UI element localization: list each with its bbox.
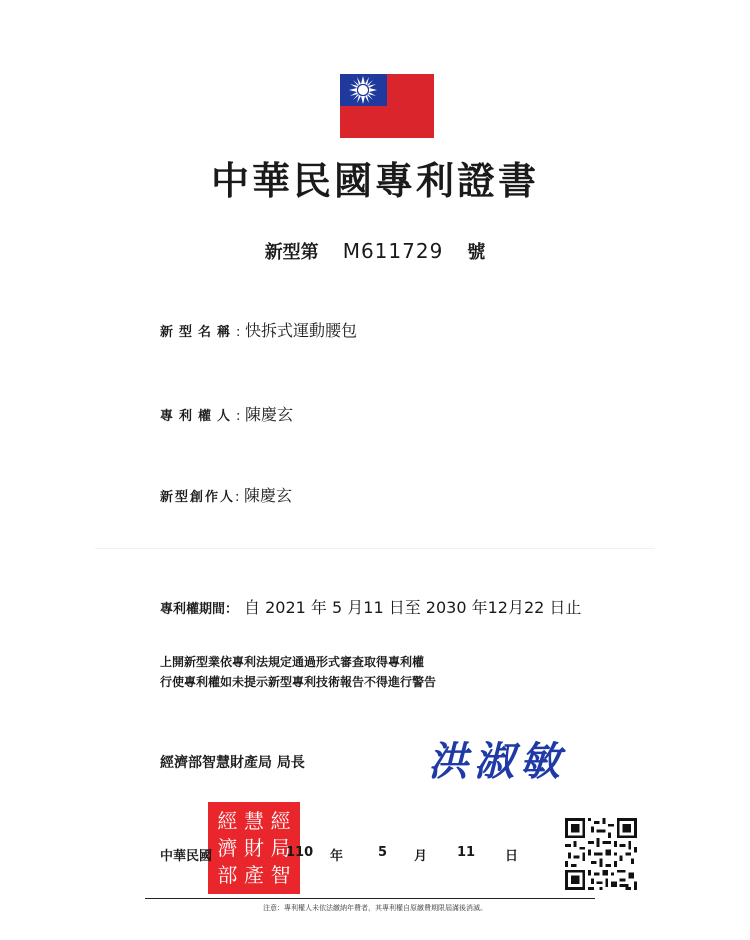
seal-char: 財 [243, 835, 264, 860]
divider [95, 548, 655, 549]
page-title: 中華民國專利證書 [210, 158, 539, 203]
seal-char: 部 [217, 862, 238, 887]
field-value: 快拆式運動腰包 [244, 321, 357, 340]
date-era: 中華民國 [160, 849, 213, 864]
seal-char: 經 [270, 809, 291, 834]
term-label: 專利權期間： [160, 602, 239, 617]
seal-char: 濟 [217, 835, 238, 860]
director-signature: 洪淑敏 [428, 738, 566, 785]
qr-code-icon [565, 818, 637, 890]
sun-icon [348, 75, 378, 105]
field-label: 新型創作人 [160, 490, 236, 505]
seal-char: 智 [270, 862, 291, 887]
field-label: 新型名稱 [160, 325, 237, 340]
date-day-unit: 日 [505, 849, 519, 864]
field-value: 陳慶玄 [244, 405, 293, 424]
term-value: 自 2021 年 5 月11 日至 2030 年12月22 日止 [244, 598, 582, 617]
patent-term [160, 595, 581, 618]
date-month-unit: 月 [414, 849, 428, 864]
seal-char: 產 [243, 862, 264, 887]
date-day: 11 [457, 845, 476, 860]
field-patentee: 專利權人: 陳慶玄 [160, 405, 293, 424]
issuing-office: 經濟部智慧財產局 局長 [160, 755, 305, 771]
seal-char: 經 [217, 809, 238, 834]
certificate-number: M611729 [342, 239, 444, 263]
certificate-prefix: 新型第 [264, 242, 319, 263]
seal-char: 慧 [243, 809, 264, 834]
note-line: 上開新型業依專利法規定通過形式審查取得專利權 [160, 655, 425, 669]
date-month: 5 [378, 845, 388, 860]
certificate-suffix: 號 [467, 242, 486, 263]
footer-rule [145, 898, 595, 899]
note-line: 行使專利權如未提示新型專利技術報告不得進行警告 [160, 675, 437, 689]
date-year-unit: 年 [330, 849, 344, 864]
flag-icon [340, 74, 434, 138]
footer-note: 注意：專利權人未依法繳納年費者，其專利權自原繳費期限屆滿後消滅。 [263, 904, 487, 912]
seal-char: 局 [270, 835, 291, 860]
field-utility-model-name: 新型名稱: 快拆式運動腰包 [160, 321, 357, 340]
field-value: 陳慶玄 [243, 486, 292, 505]
field-label: 專利權人 [160, 409, 237, 424]
date-year: 110 [286, 845, 314, 860]
field-creator: 新型創作人: 陳慶玄 [160, 486, 292, 505]
certificate-number-line [0, 238, 750, 264]
